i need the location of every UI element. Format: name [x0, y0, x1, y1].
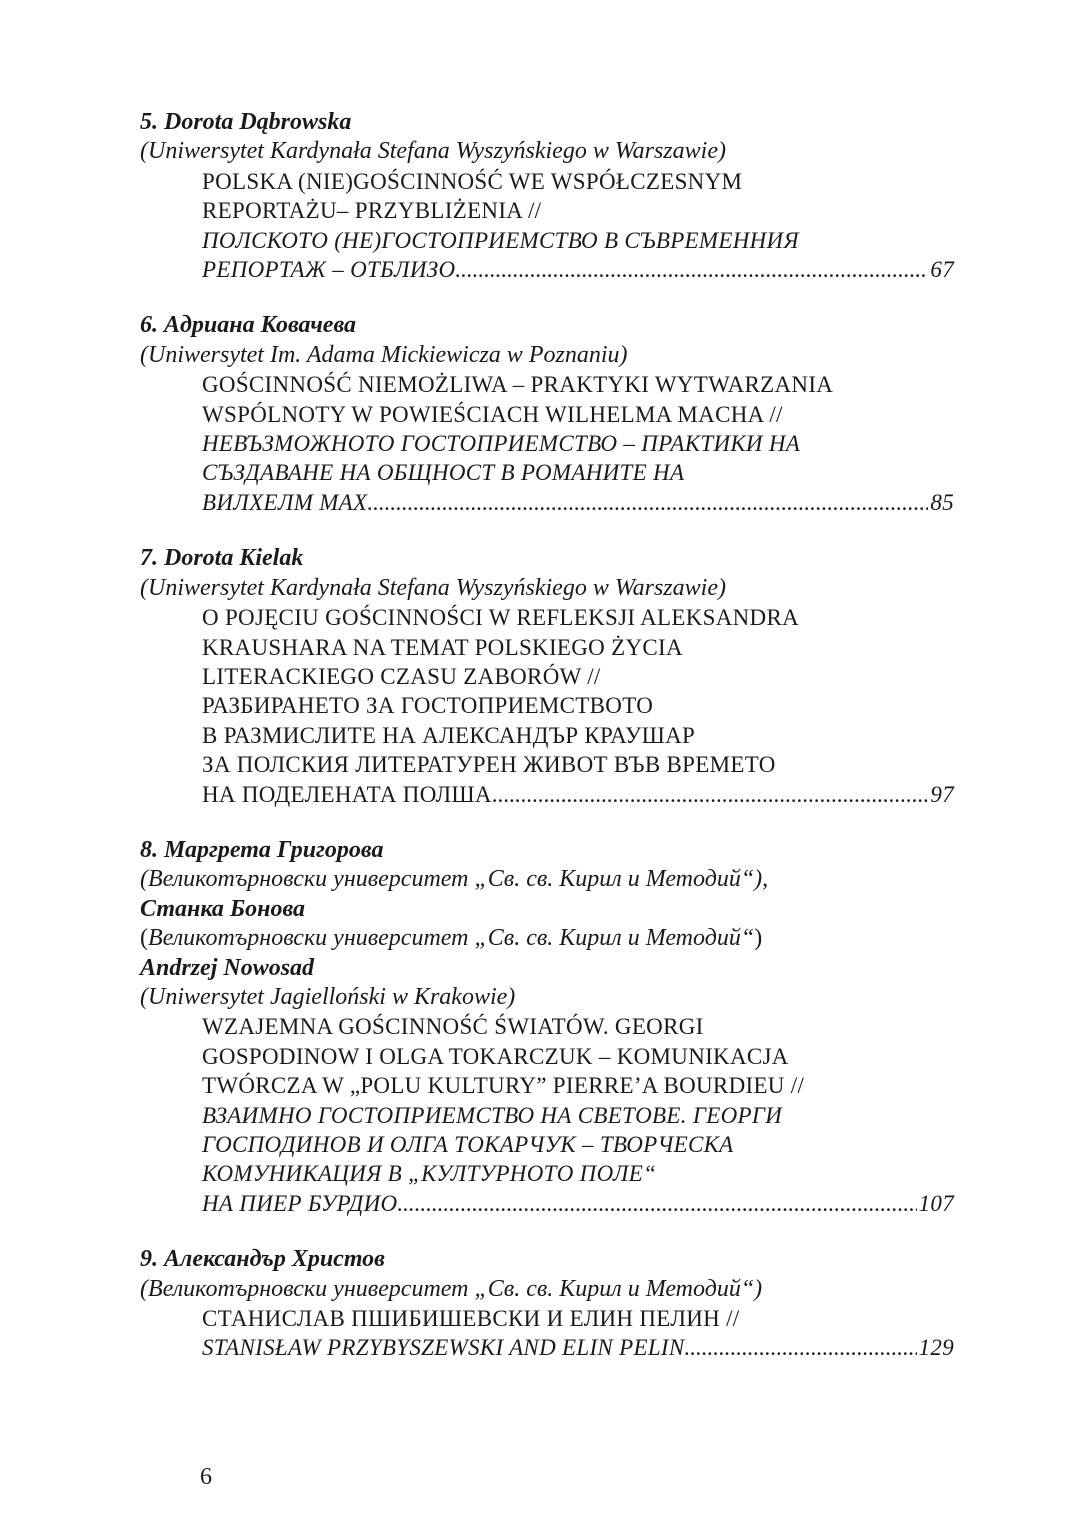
entry-title-line-translated: НЕВЪЗМОЖНОТО ГОСТОПРИЕМСТВО – ПРАКТИКИ НА [202, 431, 801, 457]
entry-title-line-translated: ГОСПОДИНОВ И ОЛГА ТОКАРЧУК – ТВОРЧЕСКА [202, 1132, 734, 1157]
entry-page-number: 67 [930, 257, 954, 283]
entry-affiliation: (Uniwersytet Kardynała Stefana Wyszyńskiego w Warszawie) [140, 574, 726, 601]
entry-title-line: REPORTAŻU– PRZYBLIŻENIA // [202, 198, 542, 224]
entry-title-line: РАЗБИРАНЕТО ЗА ГОСТОПРИЕМСТВОТО [202, 693, 654, 719]
dot-leader [492, 780, 929, 809]
entry-title-line: KRAUSHARA NA TEMAT POLSKIEGO ŻYCIA [202, 634, 683, 660]
entry-title-line: ЗА ПОЛСКИЯ ЛИТЕРАТУРЕН ЖИВОТ ВЪВ ВРЕМЕТО [202, 752, 776, 778]
dot-leader [455, 255, 928, 284]
entry-title-last-line [140, 255, 954, 284]
entry-page-number: 107 [918, 1190, 954, 1216]
dot-leader [367, 488, 928, 517]
entry-page-number: 97 [930, 781, 954, 807]
entry-author: Andrzej Nowosad [140, 954, 315, 981]
entry-title-last-line [140, 1189, 954, 1218]
entry-author: 9. Александър Христов [140, 1246, 385, 1273]
toc-entry-7 [140, 544, 954, 809]
entry-author: 7. Dorota Kielak [140, 545, 304, 572]
entry-title-line-translated: ВЗАИМНО ГОСТОПРИЕМСТВО НА СВЕТОВЕ. ГЕОРГИ [202, 1102, 783, 1128]
entry-author: 8. Маргрета Григорова [140, 836, 384, 863]
table-of-contents [140, 108, 954, 1390]
entry-affiliation: (Великотърновски университет „Св. св. Кирил и Методий“) [140, 1275, 763, 1302]
entry-title-line: В РАЗМИСЛИТЕ НА АЛЕКСАНДЪР КРАУШАР [202, 722, 696, 748]
dot-leader [397, 1189, 916, 1218]
entry-affiliation [140, 924, 954, 953]
entry-affiliation: (Uniwersytet Jagielloński w Krakowie) [140, 983, 516, 1010]
entry-title-line: WSPÓLNOTY W POWIEŚCIACH WILHELMA MACHA // [202, 401, 783, 427]
entry-title-line-translated: ПОЛСКОТО (НЕ)ГОСТОПРИЕМСТВО В СЪВРЕМЕННИЯ [202, 227, 799, 253]
entry-title-line: TWÓRCZA W „POLU KULTURY” PIERRE’A BOURDIEU // [202, 1073, 805, 1099]
entry-title-line: POLSKA (NIE)GOŚCINNOŚĆ WE WSPÓŁCZESNYM [202, 168, 743, 194]
entry-title-line-translated: КОМУНИКАЦИЯ В „КУЛТУРНОТО ПОЛЕ“ [202, 1161, 657, 1187]
entry-title-last-line [140, 1333, 954, 1362]
entry-title-last-line [140, 780, 954, 809]
entry-affiliation: (Великотърновски университет „Св. св. Кирил и Методий“), [140, 866, 769, 893]
toc-entry-5 [140, 108, 954, 284]
entry-page-number: 129 [918, 1335, 954, 1361]
entry-title-line: WZAJEMNA GOŚCINNOŚĆ ŚWIATÓW. GEORGI [202, 1014, 704, 1040]
entry-title-line-translated: СЪЗДАВАНЕ НА ОБЩНОСТ В РОМАНИТЕ НА [202, 460, 685, 486]
entry-title-tail: ВИЛХЕЛМ МАХ [202, 489, 368, 515]
entry-author: Станка Бонова [140, 895, 306, 922]
entry-title-tail: РЕПОРТАЖ – ОТБЛИЗО [202, 257, 456, 283]
affiliation-paren-open: ( [140, 925, 148, 952]
entry-page-number: 85 [930, 489, 954, 515]
entry-title-last-line [140, 488, 954, 517]
entry-title-line: GOSPODINOW I OLGA TOKARCZUK – KOMUNIKACJA [202, 1043, 789, 1069]
entry-affiliation: (Uniwersytet Im. Adama Mickiewicza w Poznaniu) [140, 341, 628, 368]
entry-author: 6. Адриана Ковачева [140, 312, 356, 339]
toc-entry-8 [140, 836, 954, 1218]
entry-title-line: СТАНИСЛАВ ПШИБИШЕВСКИ И ЕЛИН ПЕЛИН // [202, 1306, 740, 1332]
page-number: 6 [200, 1464, 212, 1490]
entry-author: 5. Dorota Dąbrowska [140, 109, 352, 135]
toc-entry-9 [140, 1245, 954, 1363]
toc-entry-6 [140, 311, 954, 517]
affiliation-paren-close: ) [754, 925, 763, 952]
entry-title-tail: НА ПОДЕЛЕНАТА ПОЛША [202, 781, 492, 807]
entry-title-line: GOŚCINNOŚĆ NIEMOŻLIWA – PRAKTYKI WYTWARZANIA [202, 372, 834, 398]
dot-leader [685, 1333, 917, 1362]
entry-title-line: LITERACKIEGO CZASU ZABORÓW // [202, 663, 601, 689]
affiliation-body: Великотърновски университет „Св. св. Кирил и Методий“ [148, 925, 755, 952]
entry-affiliation: (Uniwersytet Kardynała Stefana Wyszyńskiego w Warszawie) [140, 138, 726, 165]
entry-title-tail: STANISŁAW PRZYBYSZEWSKI AND ELIN PELIN [202, 1335, 685, 1361]
entry-title-tail: НА ПИЕР БУРДИО [202, 1190, 398, 1216]
entry-title-line: O POJĘCIU GOŚCINNOŚCI W REFLEKSJI ALEKSANDRA [202, 605, 799, 631]
